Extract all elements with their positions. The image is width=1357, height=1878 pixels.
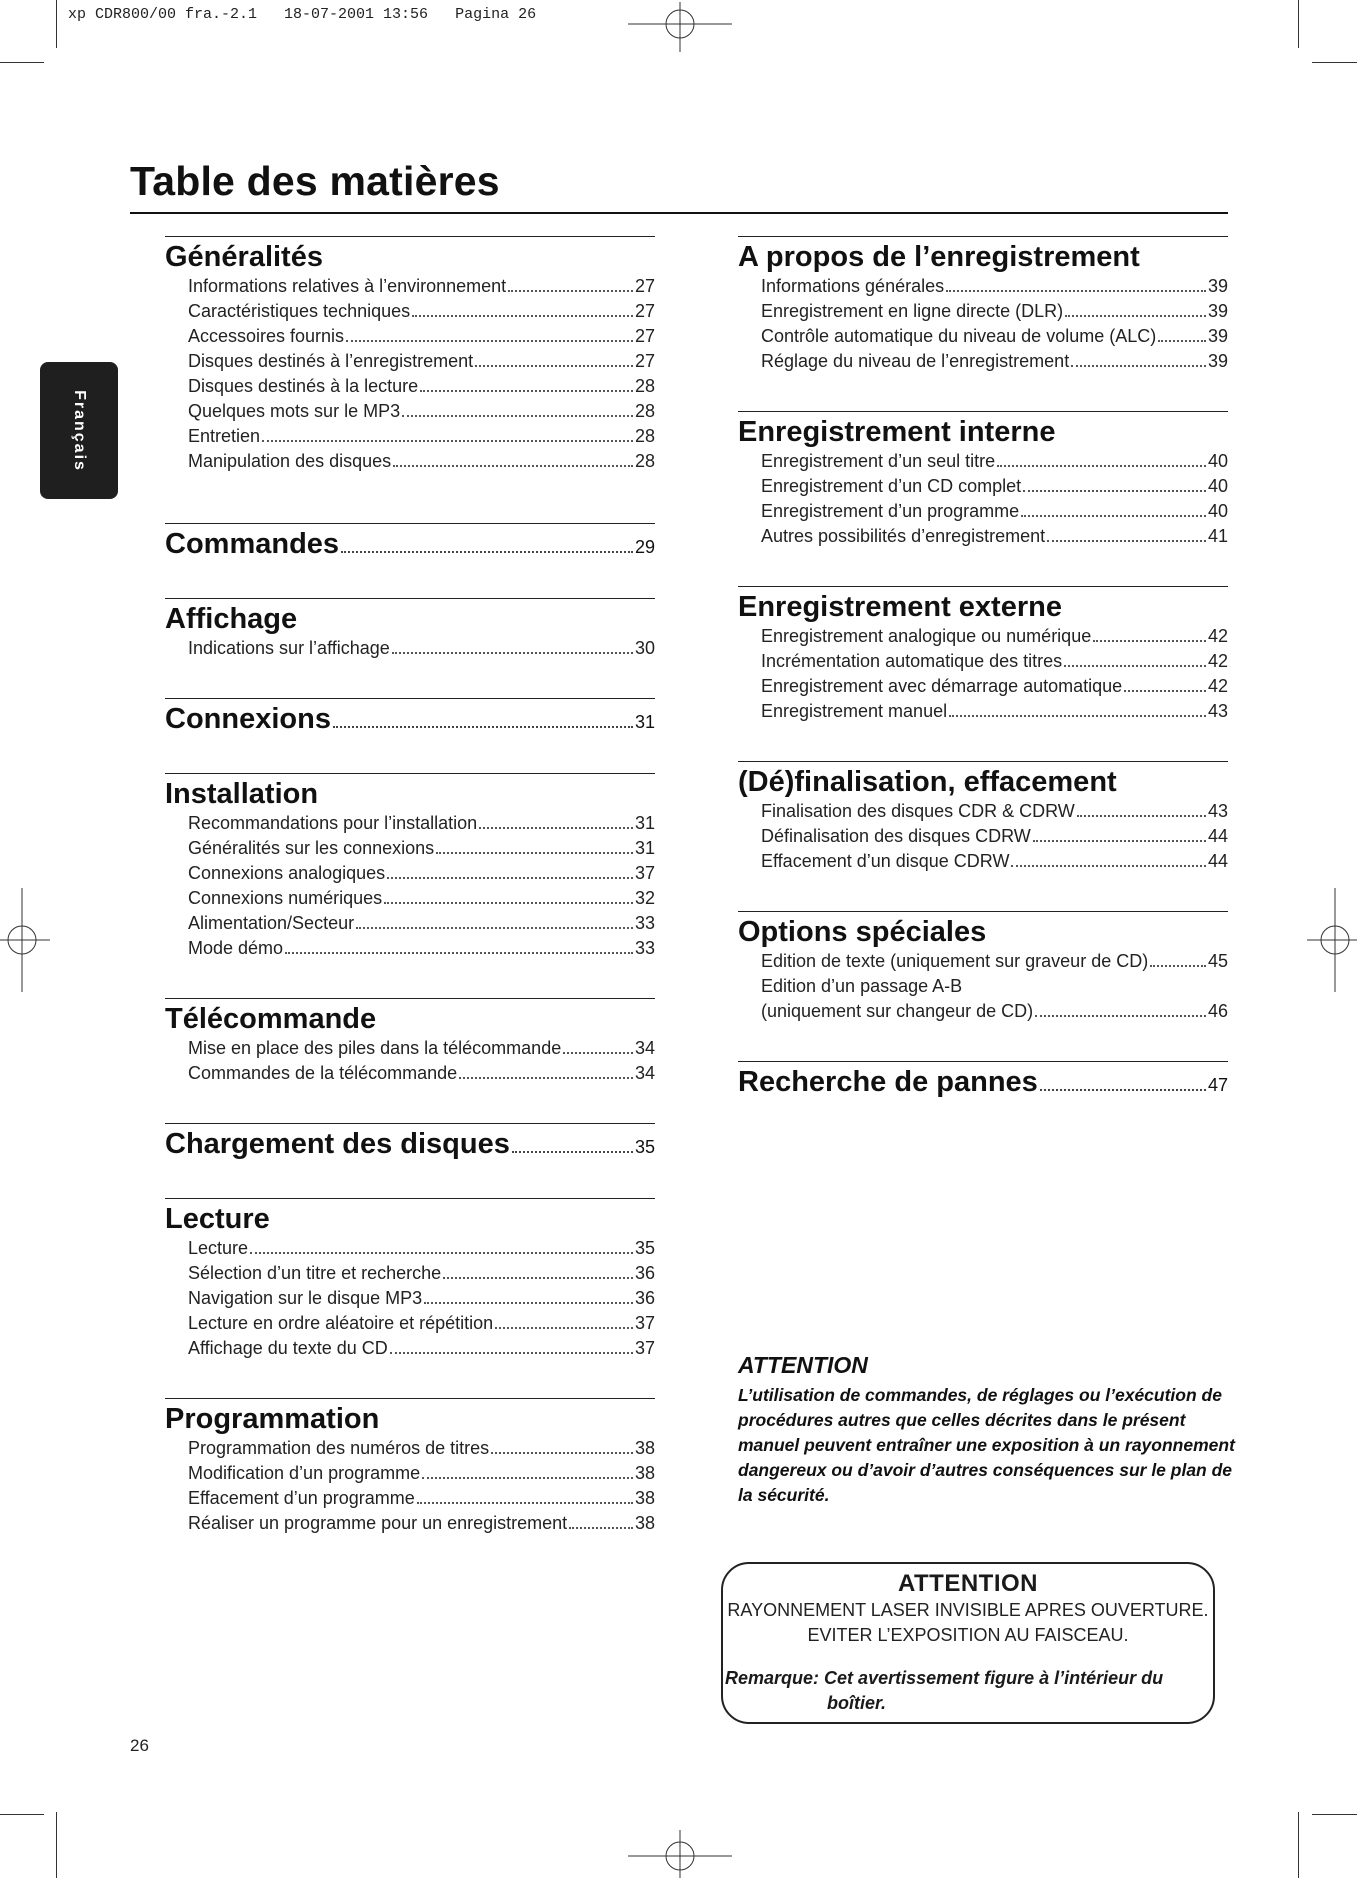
toc-section [738, 1061, 1228, 1102]
toc-section [165, 236, 655, 474]
toc-entry [761, 699, 1228, 724]
entry-text: Généralités sur les connexions [188, 838, 435, 858]
entry-page-number: 44 [1207, 851, 1228, 871]
dot-leader [1040, 1089, 1206, 1091]
dot-leader [1035, 1015, 1206, 1017]
entry-continuation-text: (uniquement sur changeur de CD) [761, 1001, 1034, 1021]
entry-page-number: 30 [634, 638, 655, 658]
entry-text: Enregistrement d’un CD complet [761, 476, 1022, 496]
section-entries [165, 1436, 655, 1536]
section-page-number: 31 [634, 712, 655, 732]
toc-entry [761, 499, 1228, 524]
warning-title: ATTENTION [897, 1570, 1039, 1597]
entry-text: Sélection d’un titre et recherche [188, 1263, 442, 1283]
entry-page-number: 36 [634, 1263, 655, 1283]
warning-note-text: Cet avertissement figure à l’intérieur du [824, 1668, 1164, 1688]
attention-notice [738, 1352, 1238, 1508]
section-title-text: Lecture [165, 1203, 270, 1235]
dot-leader [384, 902, 633, 904]
dot-leader [1150, 965, 1206, 967]
toc-section [165, 998, 655, 1086]
print-header: xp CDR800/00 fra.-2.1 18-07-2001 13:56 Pagina 26 [68, 6, 537, 23]
dot-leader [495, 1327, 633, 1329]
entry-page-number: 38 [634, 1463, 655, 1483]
toc-entry [188, 936, 655, 961]
toc-entry [188, 324, 655, 349]
toc-entry [188, 1436, 655, 1461]
toc-entry [188, 836, 655, 861]
section-title [738, 415, 1228, 449]
dot-leader [1021, 515, 1206, 517]
dot-leader [508, 290, 633, 292]
entry-page-number: 42 [1207, 676, 1228, 696]
toc-entry [188, 449, 655, 474]
section-title-text: Installation [165, 778, 319, 810]
entry-page-number: 40 [1207, 476, 1228, 496]
entry-page-number: 27 [634, 301, 655, 321]
entry-text: Modification d’un programme [188, 1463, 421, 1483]
entry-text: Autres possibilités d’enregistrement [761, 526, 1046, 546]
entry-page-number: 31 [634, 813, 655, 833]
toc-entry [188, 1036, 655, 1061]
toc-entry [761, 799, 1228, 824]
entry-text: Enregistrement analogique ou numérique [761, 626, 1092, 646]
entry-page-number: 42 [1207, 651, 1228, 671]
dot-leader [1158, 340, 1206, 342]
entry-page-number: 28 [634, 401, 655, 421]
section-title [165, 1127, 655, 1164]
entry-page-number: 33 [634, 913, 655, 933]
entry-page-number: 43 [1207, 701, 1228, 721]
title-rule [130, 212, 1228, 214]
section-title [738, 1065, 1228, 1102]
toc-entry [188, 1336, 655, 1361]
entry-text: Contrôle automatique du niveau de volume (ALC) [761, 326, 1157, 346]
toc-entry [761, 674, 1228, 699]
entry-text: Affichage du texte du CD [188, 1338, 388, 1358]
entry-page-number: 27 [634, 276, 655, 296]
section-title-text: (Dé)finalisation, effacement [738, 766, 1117, 798]
entry-text: Enregistrement avec démarrage automatique [761, 676, 1123, 696]
entry-page-number: 38 [634, 1488, 655, 1508]
section-entries [165, 1236, 655, 1361]
entry-page-number: 28 [634, 376, 655, 396]
section-entries [738, 799, 1228, 874]
dot-leader [563, 1052, 633, 1054]
toc-entry-continuation [761, 999, 1228, 1024]
section-entries [165, 1036, 655, 1086]
section-title [165, 1402, 655, 1436]
toc-entry [761, 949, 1228, 974]
entry-page-number: 36 [634, 1288, 655, 1308]
section-title [165, 1002, 655, 1036]
section-entries [165, 811, 655, 961]
dot-leader [420, 390, 633, 392]
dot-leader [1071, 365, 1206, 367]
toc-entry [188, 1261, 655, 1286]
dot-leader [1023, 490, 1206, 492]
warning-note [725, 1666, 1163, 1716]
entry-page-number: 39 [1207, 301, 1228, 321]
dot-leader [1077, 815, 1206, 817]
dot-leader [1011, 865, 1206, 867]
dot-leader [1065, 315, 1206, 317]
dot-leader [946, 290, 1206, 292]
entry-page-number: 28 [634, 451, 655, 471]
toc-section [738, 236, 1228, 374]
dot-leader [333, 726, 633, 728]
dot-leader [443, 1277, 633, 1279]
dot-leader [1033, 840, 1206, 842]
entry-text: Manipulation des disques [188, 451, 392, 471]
section-title-text: Connexions [165, 703, 331, 735]
dot-leader [569, 1527, 633, 1529]
section-title-text: A propos de l’enregistrement [738, 241, 1140, 273]
entry-text: Edition de texte (uniquement sur graveur de CD) [761, 951, 1149, 971]
registration-mark-icon [628, 1830, 732, 1878]
section-page-number: 47 [1207, 1075, 1228, 1095]
entry-page-number: 34 [634, 1038, 655, 1058]
crop-mark [0, 62, 44, 63]
toc-section [165, 598, 655, 661]
page-number: 26 [130, 1736, 149, 1755]
entry-text: Connexions analogiques [188, 863, 386, 883]
registration-mark-icon [0, 888, 50, 992]
section-entries [738, 449, 1228, 549]
section-title-text: Programmation [165, 1403, 380, 1435]
toc-entry [761, 274, 1228, 299]
dot-leader [1064, 665, 1206, 667]
entry-page-number: 38 [634, 1438, 655, 1458]
dot-leader [459, 1077, 633, 1079]
entry-text: Enregistrement en ligne directe (DLR) [761, 301, 1064, 321]
entry-text: Enregistrement manuel [761, 701, 948, 721]
toc-entry [188, 1061, 655, 1086]
dot-leader [346, 340, 633, 342]
section-title [165, 1202, 655, 1236]
section-title-text: Enregistrement externe [738, 591, 1062, 623]
section-title [738, 590, 1228, 624]
page-title: Table des matières [130, 158, 500, 204]
section-title-text: Enregistrement interne [738, 416, 1056, 448]
entry-text: Navigation sur le disque MP3 [188, 1288, 423, 1308]
dot-leader [997, 465, 1206, 467]
entry-page-number: 27 [634, 351, 655, 371]
toc-entry [188, 1486, 655, 1511]
entry-page-number: 37 [634, 863, 655, 883]
section-title [165, 777, 655, 811]
dot-leader [412, 315, 633, 317]
dot-leader [387, 877, 633, 879]
dot-leader [512, 1151, 633, 1153]
entry-page-number: 46 [1207, 1001, 1228, 1021]
toc-entry [188, 1311, 655, 1336]
entry-text: Informations générales [761, 276, 945, 296]
toc-entry [188, 1461, 655, 1486]
warning-note-continuation: boîtier. [827, 1693, 887, 1713]
toc-entry [188, 1286, 655, 1311]
dot-leader [436, 852, 633, 854]
warning-line-1: RAYONNEMENT LASER INVISIBLE APRES OUVERTURE. [727, 1600, 1209, 1620]
entry-page-number: 32 [634, 888, 655, 908]
section-title-text: Chargement des disques [165, 1128, 510, 1160]
attention-body: L’utilisation de commandes, de réglages ou l’exécution de procédures autres que celles décrites dans le présent manuel peuvent entraîner une exposition à un rayonnement dangereux ou d’avoir d’autres conséquences sur le plan de la sécurité. [738, 1385, 1235, 1505]
section-title-text: Généralités [165, 241, 323, 273]
entry-text: Mise en place des piles dans la télécommande [188, 1038, 562, 1058]
crop-mark [0, 1814, 44, 1815]
entry-text: Incrémentation automatique des titres [761, 651, 1063, 671]
language-tab [40, 362, 118, 499]
entry-text: Programmation des numéros de titres [188, 1438, 490, 1458]
entry-page-number: 39 [1207, 351, 1228, 371]
toc-section [738, 761, 1228, 874]
crop-mark [1298, 1812, 1299, 1878]
crop-mark [1312, 62, 1357, 63]
section-entries [738, 949, 1228, 1024]
dot-leader [424, 1302, 633, 1304]
dot-leader [475, 365, 633, 367]
entry-page-number: 40 [1207, 451, 1228, 471]
toc-section [165, 1123, 655, 1164]
entry-text: Effacement d’un disque CDRW [761, 851, 1010, 871]
section-title [165, 702, 655, 739]
dot-leader [250, 1252, 633, 1254]
toc-section [165, 773, 655, 961]
dot-leader [393, 465, 633, 467]
entry-text: Finalisation des disques CDR & CDRW [761, 801, 1075, 821]
warning-line-2: EVITER L’EXPOSITION AU FAISCEAU. [807, 1625, 1129, 1645]
entry-page-number: 28 [634, 426, 655, 446]
toc-entry [188, 299, 655, 324]
entry-text: Quelques mots sur le MP3 [188, 401, 401, 421]
language-tab-label: Français [71, 389, 88, 472]
section-entries [738, 274, 1228, 374]
toc-entry [761, 524, 1228, 549]
entry-text: Entretien [188, 426, 261, 446]
crop-mark [56, 1812, 57, 1878]
entry-page-number: 39 [1207, 326, 1228, 346]
entry-text: Disques destinés à la lecture [188, 376, 419, 396]
entry-page-number: 37 [634, 1338, 655, 1358]
toc-entry [761, 974, 1228, 999]
crop-mark [1298, 0, 1299, 48]
toc-entry [188, 274, 655, 299]
dot-leader [341, 551, 633, 553]
entry-page-number: 27 [634, 326, 655, 346]
entry-page-number: 33 [634, 938, 655, 958]
dot-leader [949, 715, 1206, 717]
section-title-text: Commandes [165, 528, 340, 560]
entry-text: Lecture en ordre aléatoire et répétition [188, 1313, 494, 1333]
entry-text: Enregistrement d’un programme [761, 501, 1020, 521]
dot-leader [262, 440, 633, 442]
registration-mark-icon [628, 2, 732, 52]
entry-text: Edition d’un passage A-B [761, 976, 963, 996]
entry-text: Caractéristiques techniques [188, 301, 411, 321]
section-title [165, 527, 655, 564]
toc-entry [188, 811, 655, 836]
entry-text: Disques destinés à l’enregistrement [188, 351, 474, 371]
section-entries [738, 624, 1228, 724]
section-title [738, 765, 1228, 799]
toc-section [738, 411, 1228, 549]
section-entries [165, 274, 655, 474]
toc-entry [761, 324, 1228, 349]
section-page-number: 29 [634, 537, 655, 557]
section-entries [165, 636, 655, 661]
toc-entry [188, 886, 655, 911]
entry-page-number: 40 [1207, 501, 1228, 521]
toc-section [165, 698, 655, 739]
entry-text: Enregistrement d’un seul titre [761, 451, 996, 471]
dot-leader [422, 1477, 633, 1479]
entry-page-number: 45 [1207, 951, 1228, 971]
dot-leader [491, 1452, 633, 1454]
entry-text: Alimentation/Secteur [188, 913, 355, 933]
section-page-number: 35 [634, 1137, 655, 1157]
entry-page-number: 43 [1207, 801, 1228, 821]
toc-entry [761, 349, 1228, 374]
entry-text: Commandes de la télécommande [188, 1063, 458, 1083]
section-title [738, 240, 1228, 274]
toc-entry [761, 449, 1228, 474]
warning-note-label: Remarque: [725, 1668, 820, 1688]
entry-text: Définalisation des disques CDRW [761, 826, 1031, 846]
entry-page-number: 31 [634, 838, 655, 858]
toc-entry [761, 649, 1228, 674]
dot-leader [356, 927, 633, 929]
section-title [738, 915, 1228, 949]
toc-section [738, 911, 1228, 1024]
toc-entry [188, 1511, 655, 1536]
dot-leader [1093, 640, 1206, 642]
entry-text: Recommandations pour l’installation [188, 813, 478, 833]
entry-page-number: 44 [1207, 826, 1228, 846]
section-title-text: Options spéciales [738, 916, 987, 948]
toc-entry [188, 424, 655, 449]
toc-section [738, 586, 1228, 724]
section-title-text: Télécommande [165, 1003, 377, 1035]
entry-page-number: 35 [634, 1238, 655, 1258]
entry-page-number: 42 [1207, 626, 1228, 646]
toc-entry [188, 1236, 655, 1261]
entry-page-number: 37 [634, 1313, 655, 1333]
entry-text: Lecture [188, 1238, 249, 1258]
toc-section [165, 1398, 655, 1536]
crop-mark [1312, 1814, 1357, 1815]
toc-entry [761, 849, 1228, 874]
entry-page-number: 34 [634, 1063, 655, 1083]
section-title [165, 602, 655, 636]
entry-text: Accessoires fournis [188, 326, 345, 346]
dot-leader [479, 827, 633, 829]
toc-entry [761, 474, 1228, 499]
section-title [165, 240, 655, 274]
entry-text: Connexions numériques [188, 888, 383, 908]
crop-mark [56, 0, 57, 48]
registration-mark-icon [1307, 888, 1357, 992]
toc-entry [761, 824, 1228, 849]
dot-leader [1047, 540, 1206, 542]
dot-leader [390, 1352, 633, 1354]
dot-leader [402, 415, 633, 417]
toc-section [165, 1198, 655, 1361]
entry-text: Réaliser un programme pour un enregistrement [188, 1513, 568, 1533]
dot-leader [417, 1502, 633, 1504]
entry-text: Réglage du niveau de l’enregistrement [761, 351, 1070, 371]
section-title-text: Affichage [165, 603, 298, 635]
section-title-text: Recherche de pannes [738, 1066, 1038, 1098]
dot-leader [392, 652, 633, 654]
attention-title: ATTENTION [738, 1352, 868, 1378]
toc-entry [188, 911, 655, 936]
toc-entry [188, 636, 655, 661]
toc-entry [188, 861, 655, 886]
toc-entry [188, 399, 655, 424]
entry-text: Informations relatives à l’environnement [188, 276, 507, 296]
entry-text: Mode démo [188, 938, 284, 958]
toc-entry [761, 624, 1228, 649]
toc-entry [188, 374, 655, 399]
entry-text: Indications sur l’affichage [188, 638, 390, 658]
toc-entry [761, 299, 1228, 324]
entry-page-number: 39 [1207, 276, 1228, 296]
toc-entry [188, 349, 655, 374]
entry-page-number: 41 [1207, 526, 1228, 546]
entry-text: Effacement d’un programme [188, 1488, 415, 1508]
entry-page-number: 38 [634, 1513, 655, 1533]
toc-section [165, 523, 655, 564]
laser-warning-box [721, 1562, 1215, 1724]
dot-leader [285, 952, 633, 954]
dot-leader [1124, 690, 1206, 692]
